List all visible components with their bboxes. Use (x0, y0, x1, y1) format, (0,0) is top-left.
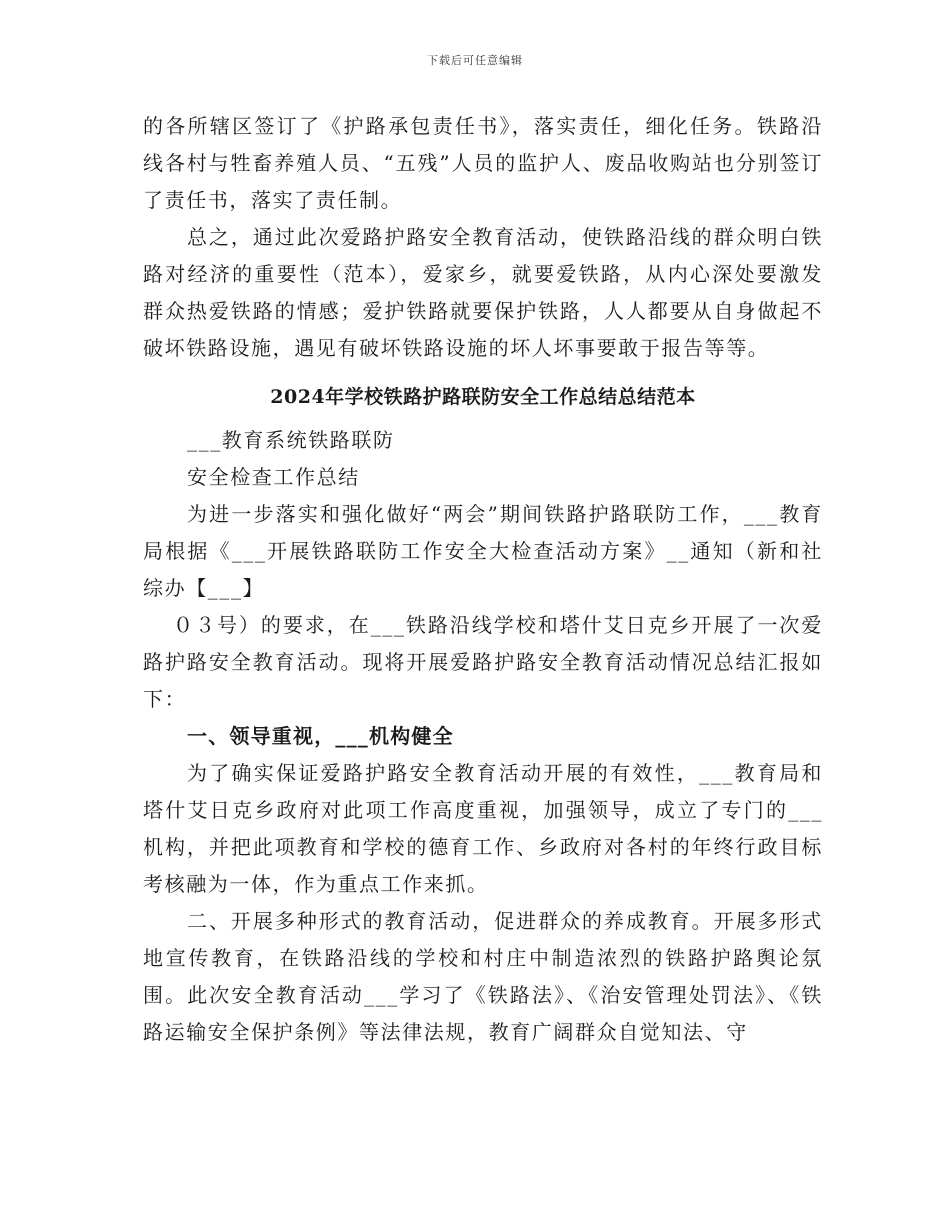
paragraph-leadership: 为了确实保证爱路护路安全教育活动开展的有效性，___教育局和塔什艾日克乡政府对此项工作高度重视，加强领导，成立了专门的___机构，并把此项教育和学校的德育工作、乡政府对各村的年终行政目标考核融为一体，作为重点工作来抓。 (143, 761, 823, 896)
subtitle-line-2: 安全检查工作总结 (187, 465, 360, 489)
section-heading-leadership: 一、领导重视，___机构健全 (187, 724, 454, 748)
paragraph-summary: 总之，通过此次爱路护路安全教育活动，使铁路沿线的群众明白铁路对经济的重要性（范本），爱家乡，就要爱铁路，从内心深处要激发群众热爱铁路的情感；爱护铁路就要保护铁路，人人都要从自身做起不破坏铁路设施，遇见有破坏铁路设施的坏人坏事要敢于报告等等。 (143, 225, 823, 360)
paragraph-requirement: ０３号）的要求，在___铁路沿线学校和塔什艾日克乡开展了一次爱路护路安全教育活动。现将开展爱路护路安全教育活动情况总结汇报如下： (143, 613, 823, 711)
paragraph-responsibility: 的各所辖区签订了《护路承包责任书》，落实责任，细化任务。铁路沿线各村与牲畜养殖人员、“五残”人员的监护人、废品收购站也分别签订了责任书，落实了责任制。 (143, 114, 823, 212)
document-body (143, 108, 823, 1051)
subtitle-line-1: ___教育系统铁路联防 (187, 428, 395, 452)
document-title: 2024年学校铁路护路联防安全工作总结总结范本 (270, 386, 696, 408)
paragraph-intro: 为进一步落实和强化做好“两会”期间铁路护路联防工作，___教育局根据《___开展铁路联防工作安全大检查活动方案》__通知（新和社综办【___】 (143, 502, 823, 600)
page-header: 下载后可任意编辑 (427, 54, 523, 67)
paragraph-education-activities: 二、开展多种形式的教育活动，促进群众的养成教育。开展多形式地宣传教育，在铁路沿线的学校和村庄中制造浓烈的铁路护路舆论氛围。此次安全教育活动___学习了《铁路法》、《治安管理处罚法》、《铁路运输安全保护条例》等法律法规，教育广阔群众自觉知法、守 (143, 909, 823, 1044)
